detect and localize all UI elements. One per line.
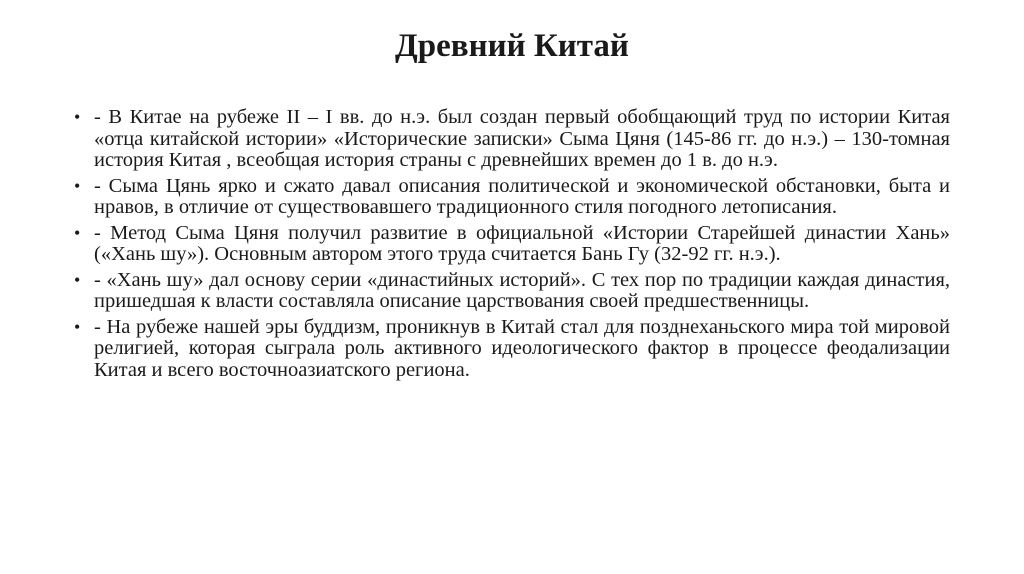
bullet-text: - На рубеже нашей эры буддизм, проникнув в Китай стал для позднеханьского мира той мировой религией, которая сыграла роль активного идеологического фактор в процессе феодализации Китая и всего восточноазиатского региона. <box>94 315 950 381</box>
bullet-list <box>72 107 950 385</box>
bullet-item <box>72 270 950 313</box>
bullet-dot-icon: • <box>74 107 81 127</box>
bullet-text: - Сыма Цянь ярко и сжато давал описания политической и экономической обстановки, быта и нравов, в отличие от существовавшего традиционного стиля погодного летописания. <box>94 174 950 218</box>
bullet-text: - Метод Сыма Цяня получил развитие в официальной «Истории Старейшей династии Хань» («Хань шу»). Основным автором этого труда считается Бань Гу (32-92 гг. н.э.). <box>94 221 950 265</box>
bullet-text: - В Китае на рубеже II – I вв. до н.э. был создан первый обобщающий труд по истории Китая «отца китайской истории» «Исторические записки» Сыма Цяня (145-86 гг. до н.э.) – 130-томная история Китая , всеобщая история страны с древнейших времен до 1 в. до н.э. <box>94 106 950 171</box>
bullet-dot-icon: • <box>74 222 81 243</box>
bullet-dot-icon: • <box>74 316 81 337</box>
bullet-item <box>72 107 950 172</box>
slide-title: Древний Китай <box>395 28 629 64</box>
bullet-item <box>72 223 950 266</box>
bullet-item <box>72 176 950 219</box>
bullet-dot-icon: • <box>74 175 81 196</box>
bullet-dot-icon: • <box>74 269 81 290</box>
bullet-text: - «Хань шу» дал основу серии «династийных историй». С тех пор по традиции каждая династия, пришедшая к власти составляла описание царствования своей предшественницы. <box>94 268 950 312</box>
bullet-item <box>72 317 950 382</box>
